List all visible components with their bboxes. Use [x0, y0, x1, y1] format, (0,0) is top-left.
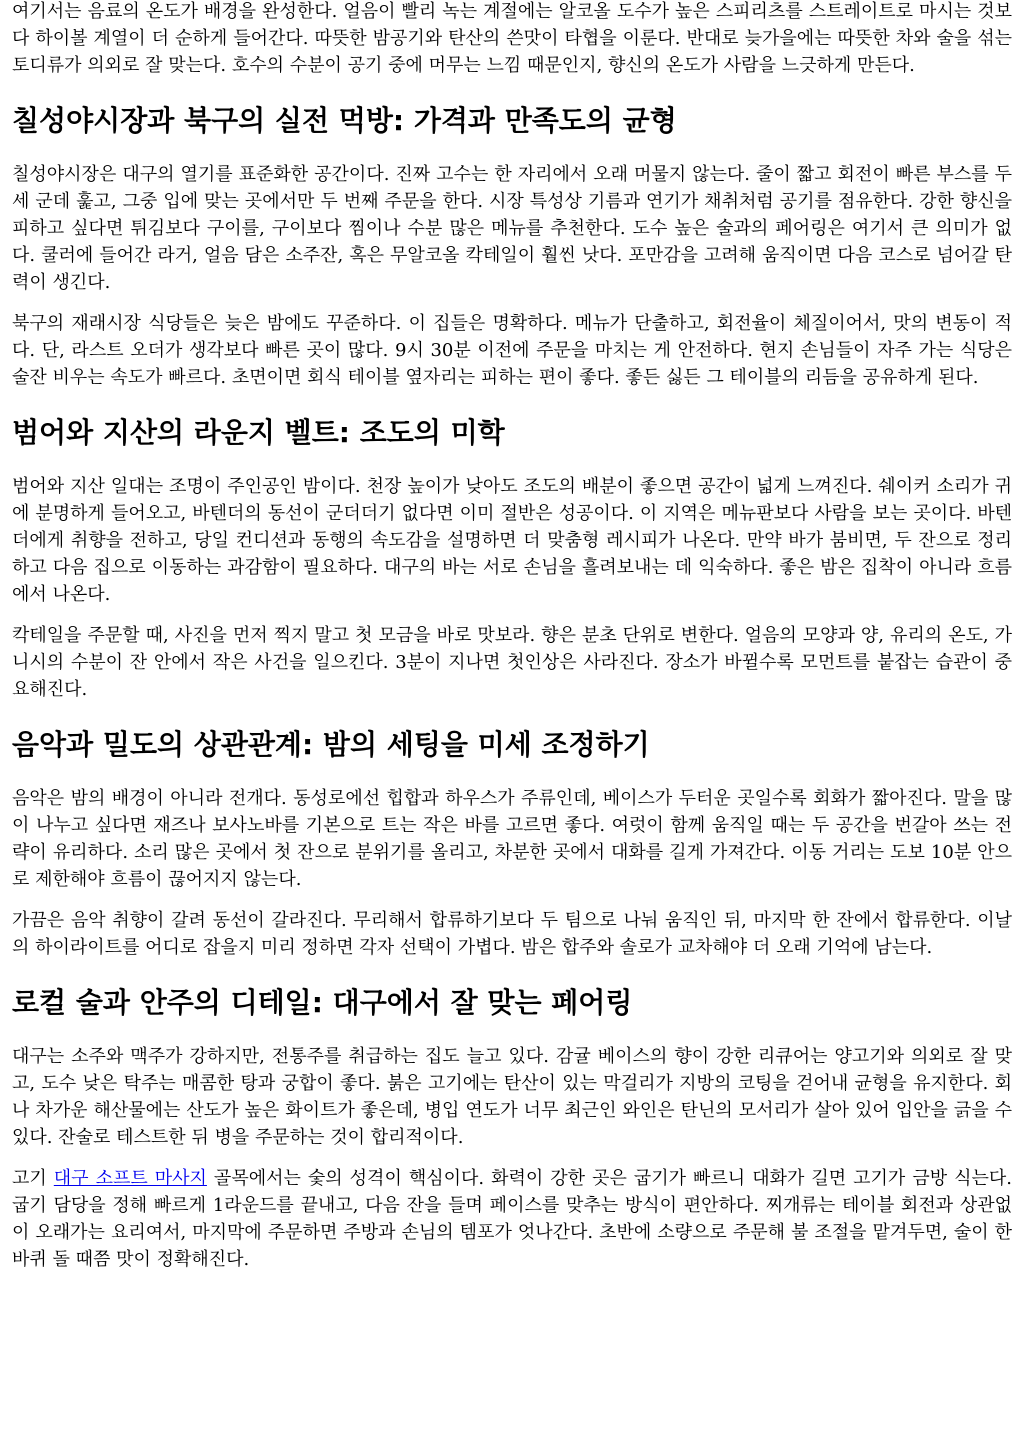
lounge-paragraph-1: 범어와 지산 일대는 조명이 주인공인 밤이다. 천장 높이가 낮아도 조도의 배분이 좋으면 공간이 넓게 느껴진다. 쉐이커 소리가 귀에 분명하게 들어오고, 바텐더의 동선이 군더더기 없다면 이미 절반은 성공이다. 이 지역은 메뉴판보다 사람을 보는 곳이다. 바텐더에게 취향을 전하고, 당일 컨디션과 동행의 속도감을 설명하면 더 맞춤형 레시피가 나온다. 만약 바가 붐비면, 두 잔으로 정리하고 다음 집으로 이동하는 과감함이 필요하다. 대구의 바는 서로 손님을 흘려보내는 데 익숙하다. 좋은 밤은 집착이 아니라 흐름에서 나온다. [12, 476, 1012, 605]
pairing-paragraph-2-rest: 골목에서는 숯의 성격이 핵심이다. 화력이 강한 곳은 굽기가 빠르니 대화가 길면 고기가 금방 식는다. 굽기 담당을 정해 빠르게 1라운드를 끝내고, 다음 잔을 들며 페이스를 맞추는 방식이 편안하다. 찌개류는 테이블 회전과 상관없이 오래가는 요리여서, 마지막에 주문하면 주방과 손님의 템포가 엇나간다. 초반에 소량으로 주문해 불 조절을 맡겨두면, 술이 한 바퀴 돌 때쯤 맛이 정확해진다. [12, 1168, 1012, 1270]
section-heading-chilseong-market: 칠성야시장과 북구의 실전 먹방: 가격과 만족도의 균형 [12, 104, 677, 137]
massage-link[interactable]: 대구 소프트 마사지 [53, 1168, 207, 1189]
section-heading-local-pairing: 로컬 술과 안주의 디테일: 대구에서 잘 맞는 페어링 [12, 986, 633, 1019]
pairing-paragraph-1: 대구는 소주와 맥주가 강하지만, 전통주를 취급하는 집도 늘고 있다. 감귤 베이스의 향이 강한 리큐어는 양고기와 의외로 잘 맞고, 도수 낮은 탁주는 매콤한 탕과 궁합이 좋다. 붉은 고기에는 탄산이 있는 막걸리가 지방의 코팅을 걷어내 균형을 유지한다. 회나 차가운 해산물에는 산도가 높은 화이트가 좋은데, 병입 연도가 너무 최근인 와인은 탄닌의 모서리가 살아 있어 입안을 긁을 수 있다. 잔술로 테스트한 뒤 병을 주문하는 것이 합리적이다. [12, 1046, 1012, 1148]
lounge-paragraph-2: 칵테일을 주문할 때, 사진을 먼저 찍지 말고 첫 모금을 바로 맛보라. 향은 분초 단위로 변한다. 얼음의 모양과 양, 유리의 온도, 가니시의 수분이 잔 안에서 작은 사건을 일으킨다. 3분이 지나면 첫인상은 사라진다. 장소가 바뀔수록 모먼트를 붙잡는 습관이 중요해진다. [12, 625, 1012, 700]
music-paragraph-2: 가끔은 음악 취향이 갈려 동선이 갈라진다. 무리해서 합류하기보다 두 팀으로 나눠 움직인 뒤, 마지막 한 잔에서 합류한다. 이날의 하이라이트를 어디로 잡을지 미리 정하면 각자 선택이 가볍다. 밤은 합주와 솔로가 교차해야 더 오래 기억에 남는다. [12, 910, 1012, 958]
pairing-paragraph-2 [12, 1165, 1012, 1273]
chilseong-paragraph-2: 북구의 재래시장 식당들은 늦은 밤에도 꾸준하다. 이 집들은 명확하다. 메뉴가 단출하고, 회전율이 체질이어서, 맛의 변동이 적다. 단, 라스트 오더가 생각보다 빠른 곳이 많다. 9시 30분 이전에 주문을 마치는 게 안전하다. 현지 손님들이 자주 가는 식당은 술잔 비우는 속도가 빠르다. 초면이면 회식 테이블 옆자리는 피하는 편이 좋다. 좋든 싫든 그 테이블의 리듬을 공유하게 된다. [12, 313, 1012, 388]
intro-paragraph: 여기서는 음료의 온도가 배경을 완성한다. 얼음이 빨리 녹는 계절에는 알코올 도수가 높은 스피리츠를 스트레이트로 마시는 것보다 하이볼 계열이 더 순하게 들어간다. 따뜻한 밤공기와 탄산의 쓴맛이 타협을 이룬다. 반대로 늦가을에는 따뜻한 차와 술을 섞는 토디류가 의외로 잘 맞는다. 호수의 수분이 공기 중에 머무는 느낌 때문인지, 향신의 온도가 사람을 느긋하게 만든다. [12, 1, 1012, 76]
section-heading-music-density: 음악과 밀도의 상관관계: 밤의 세팅을 미세 조정하기 [12, 728, 650, 761]
pairing-paragraph-2-lead: 고기 [12, 1168, 54, 1189]
section-heading-lounge-belt: 범어와 지산의 라운지 벨트: 조도의 미학 [12, 416, 505, 449]
music-paragraph-1: 음악은 밤의 배경이 아니라 전개다. 동성로에선 힙합과 하우스가 주류인데, 베이스가 두터운 곳일수록 회화가 짧아진다. 말을 많이 나누고 싶다면 재즈나 보사노바를 기본으로 트는 작은 바를 고르면 좋다. 여럿이 함께 움직일 때는 두 공간을 번갈아 쓰는 전략이 유리하다. 소리 많은 곳에서 첫 잔으로 분위기를 올리고, 차분한 곳에서 대화를 길게 가져간다. 이동 거리는 도보 10분 안으로 제한해야 흐름이 끊어지지 않는다. [12, 788, 1012, 890]
chilseong-paragraph-1: 칠성야시장은 대구의 열기를 표준화한 공간이다. 진짜 고수는 한 자리에서 오래 머물지 않는다. 줄이 짧고 회전이 빠른 부스를 두세 군데 훑고, 그중 입에 맞는 곳에서만 두 번째 주문을 한다. 시장 특성상 기름과 연기가 채취처럼 공기를 점유한다. 강한 향신을 피하고 싶다면 튀김보다 구이를, 구이보다 찜이나 수분 많은 메뉴를 추천한다. 도수 높은 술과의 페어링은 여기서 큰 의미가 없다. 쿨러에 들어간 라거, 얼음 담은 소주잔, 혹은 무알코올 칵테일이 훨씬 낫다. 포만감을 고려해 움직이면 다음 코스로 넘어갈 탄력이 생긴다. [12, 164, 1012, 293]
